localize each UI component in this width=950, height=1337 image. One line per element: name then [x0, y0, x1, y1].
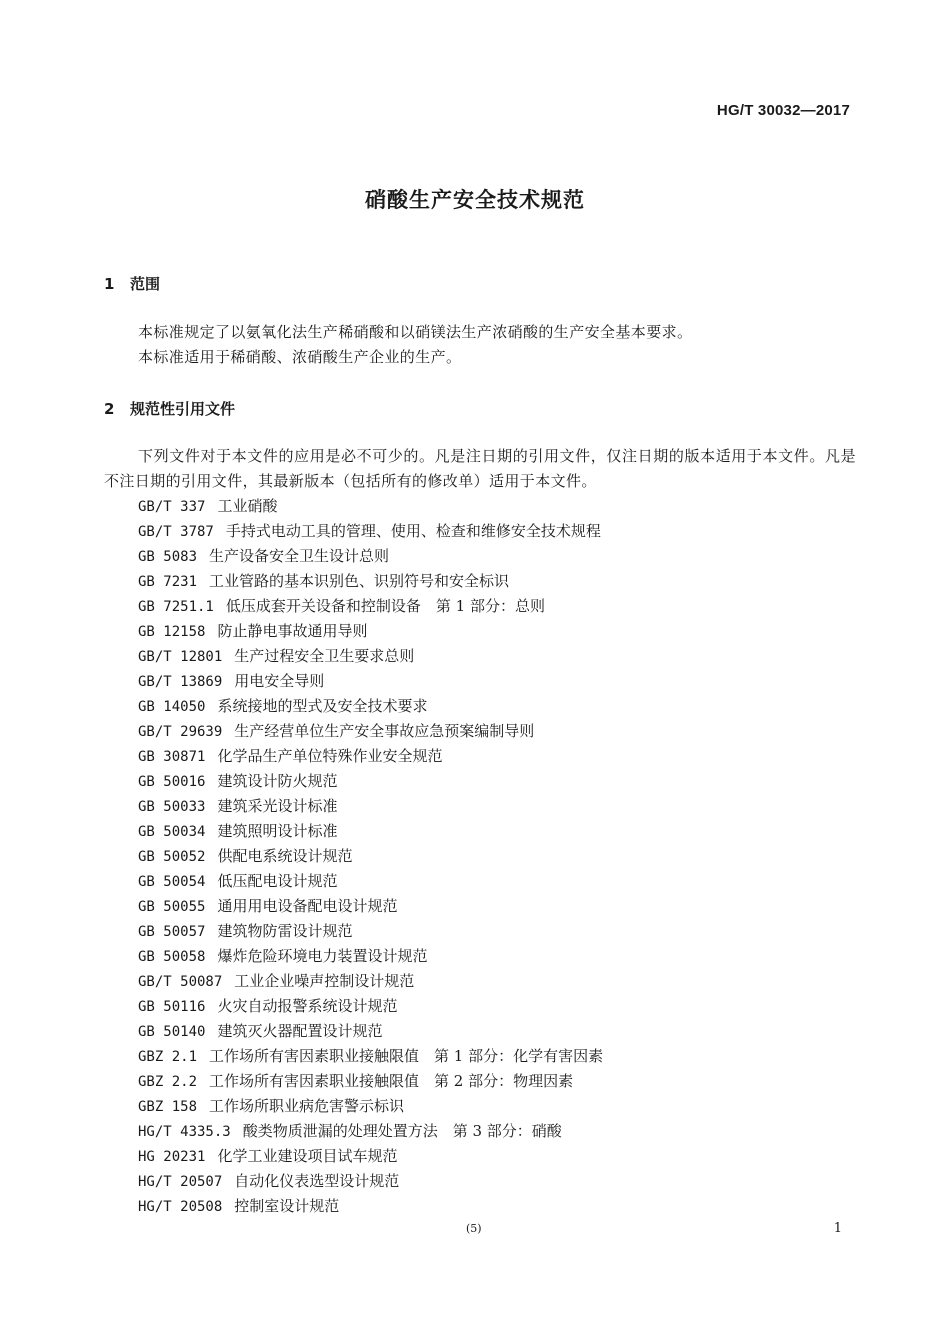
reference-item: [138, 869, 603, 894]
reference-title: 控制室设计规范: [234, 1197, 340, 1215]
reference-item: [138, 844, 603, 869]
reference-item: [138, 494, 603, 519]
reference-item: [138, 619, 603, 644]
reference-item: [138, 919, 603, 944]
reference-title: 生产设备安全卫生设计总则: [209, 547, 390, 565]
reference-title: 工业硝酸: [217, 497, 278, 515]
reference-item: [138, 1169, 603, 1194]
reference-item: [138, 819, 603, 844]
reference-code: GB/T 12801: [138, 649, 223, 665]
reference-item: [138, 769, 603, 794]
reference-item: [138, 1194, 603, 1219]
reference-item: [138, 944, 603, 969]
reference-code: HG/T 20507: [138, 1174, 223, 1190]
reference-code: GB 50016: [138, 774, 206, 790]
section-1-paragraph-1: 本标准规定了以氨氧化法生产稀硝酸和以硝镁法生产浓硝酸的生产安全基本要求。: [138, 323, 693, 341]
reference-item: [138, 669, 603, 694]
document-title: 硝酸生产安全技术规范: [365, 188, 585, 212]
reference-item: [138, 569, 603, 594]
reference-title: 系统接地的型式及安全技术要求: [217, 697, 428, 715]
reference-title: 自动化仪表选型设计规范: [234, 1172, 400, 1190]
reference-item: [138, 1019, 603, 1044]
reference-code: GB 12158: [138, 624, 206, 640]
reference-item: [138, 1119, 603, 1144]
reference-title: 化学工业建设项目试车规范: [217, 1147, 398, 1165]
reference-code: GB/T 13869: [138, 674, 223, 690]
section-title: 规范性引用文件: [130, 400, 236, 418]
reference-code: GB 50054: [138, 874, 206, 890]
reference-code: GB 7251.1: [138, 599, 214, 615]
reference-code: GB 50058: [138, 949, 206, 965]
reference-code: GBZ 158: [138, 1099, 198, 1115]
reference-title: 酸类物质泄漏的处理处置方法 第 3 部分：硝酸: [242, 1122, 562, 1140]
reference-item: [138, 694, 603, 719]
reference-title: 通用用电设备配电设计规范: [217, 897, 398, 915]
reference-code: GB/T 50087: [138, 974, 223, 990]
reference-title: 生产经营单位生产安全事故应急预案编制导则: [234, 722, 535, 740]
reference-code: GB 50140: [138, 1024, 206, 1040]
reference-item: [138, 1044, 603, 1069]
reference-title: 工作场所有害因素职业接触限值 第 1 部分：化学有害因素: [209, 1047, 604, 1065]
reference-title: 火灾自动报警系统设计规范: [217, 997, 398, 1015]
reference-title: 低压配电设计规范: [217, 872, 338, 890]
reference-title: 防止静电事故通用导则: [217, 622, 368, 640]
section-number: 1: [104, 275, 115, 293]
reference-item: [138, 544, 603, 569]
reference-item: [138, 994, 603, 1019]
reference-code: GBZ 2.2: [138, 1074, 198, 1090]
page-number: 1: [833, 1221, 842, 1236]
reference-item: [138, 1144, 603, 1169]
reference-code: GB 50052: [138, 849, 206, 865]
reference-code: GB 14050: [138, 699, 206, 715]
reference-code: GB 50055: [138, 899, 206, 915]
reference-title: 建筑照明设计标准: [217, 822, 338, 840]
reference-code: HG/T 20508: [138, 1199, 223, 1215]
reference-item: [138, 719, 603, 744]
page-mark: (5): [466, 1222, 482, 1235]
reference-item: [138, 1094, 603, 1119]
reference-code: GB 7231: [138, 574, 198, 590]
reference-code: GB 50034: [138, 824, 206, 840]
reference-item: [138, 794, 603, 819]
reference-title: 低压成套开关设备和控制设备 第 1 部分：总则: [225, 597, 545, 615]
reference-title: 工业企业噪声控制设计规范: [234, 972, 415, 990]
reference-item: [138, 644, 603, 669]
standard-code: HG/T 30032—2017: [716, 102, 850, 119]
reference-code: GB 50033: [138, 799, 206, 815]
section-2-paragraph-1: 下列文件对于本文件的应用是必不可少的。凡是注日期的引用文件，仅注日期的版本适用于本文件。凡是不注日期的引用文件，其最新版本（包括所有的修改单）适用于本文件。: [104, 447, 856, 490]
reference-title: 建筑物防雷设计规范: [217, 922, 353, 940]
reference-title: 工作场所职业病危害警示标识: [209, 1097, 405, 1115]
reference-title: 工业管路的基本识别色、识别符号和安全标识: [209, 572, 510, 590]
reference-code: GB/T 29639: [138, 724, 223, 740]
section-1-paragraph-2: 本标准适用于稀硝酸、浓硝酸生产企业的生产。: [138, 348, 462, 366]
section-title: 范围: [130, 275, 161, 293]
reference-title: 生产过程安全卫生要求总则: [234, 647, 415, 665]
section-number: 2: [104, 400, 115, 418]
section-2-heading: [104, 398, 235, 419]
reference-item: [138, 744, 603, 769]
reference-item: [138, 1069, 603, 1094]
normative-reference-list: [138, 494, 603, 1219]
reference-code: HG 20231: [138, 1149, 206, 1165]
section-1-heading: [104, 273, 160, 294]
reference-title: 工作场所有害因素职业接触限值 第 2 部分：物理因素: [209, 1072, 574, 1090]
reference-title: 建筑设计防火规范: [217, 772, 338, 790]
reference-code: GB 30871: [138, 749, 206, 765]
reference-code: HG/T 4335.3: [138, 1124, 231, 1140]
reference-title: 建筑灭火器配置设计规范: [217, 1022, 383, 1040]
reference-code: GB 50116: [138, 999, 206, 1015]
reference-title: 化学品生产单位特殊作业安全规范: [217, 747, 443, 765]
reference-title: 手持式电动工具的管理、使用、检查和维修安全技术规程: [225, 522, 601, 540]
reference-title: 建筑采光设计标准: [217, 797, 338, 815]
reference-item: [138, 894, 603, 919]
reference-item: [138, 519, 603, 544]
reference-code: GB 50057: [138, 924, 206, 940]
reference-title: 用电安全导则: [234, 672, 325, 690]
reference-item: [138, 969, 603, 994]
reference-code: GB 5083: [138, 549, 198, 565]
reference-code: GBZ 2.1: [138, 1049, 198, 1065]
reference-title: 供配电系统设计规范: [217, 847, 353, 865]
reference-code: GB/T 337: [138, 499, 206, 515]
reference-code: GB/T 3787: [138, 524, 214, 540]
reference-item: [138, 594, 603, 619]
reference-title: 爆炸危险环境电力装置设计规范: [217, 947, 428, 965]
